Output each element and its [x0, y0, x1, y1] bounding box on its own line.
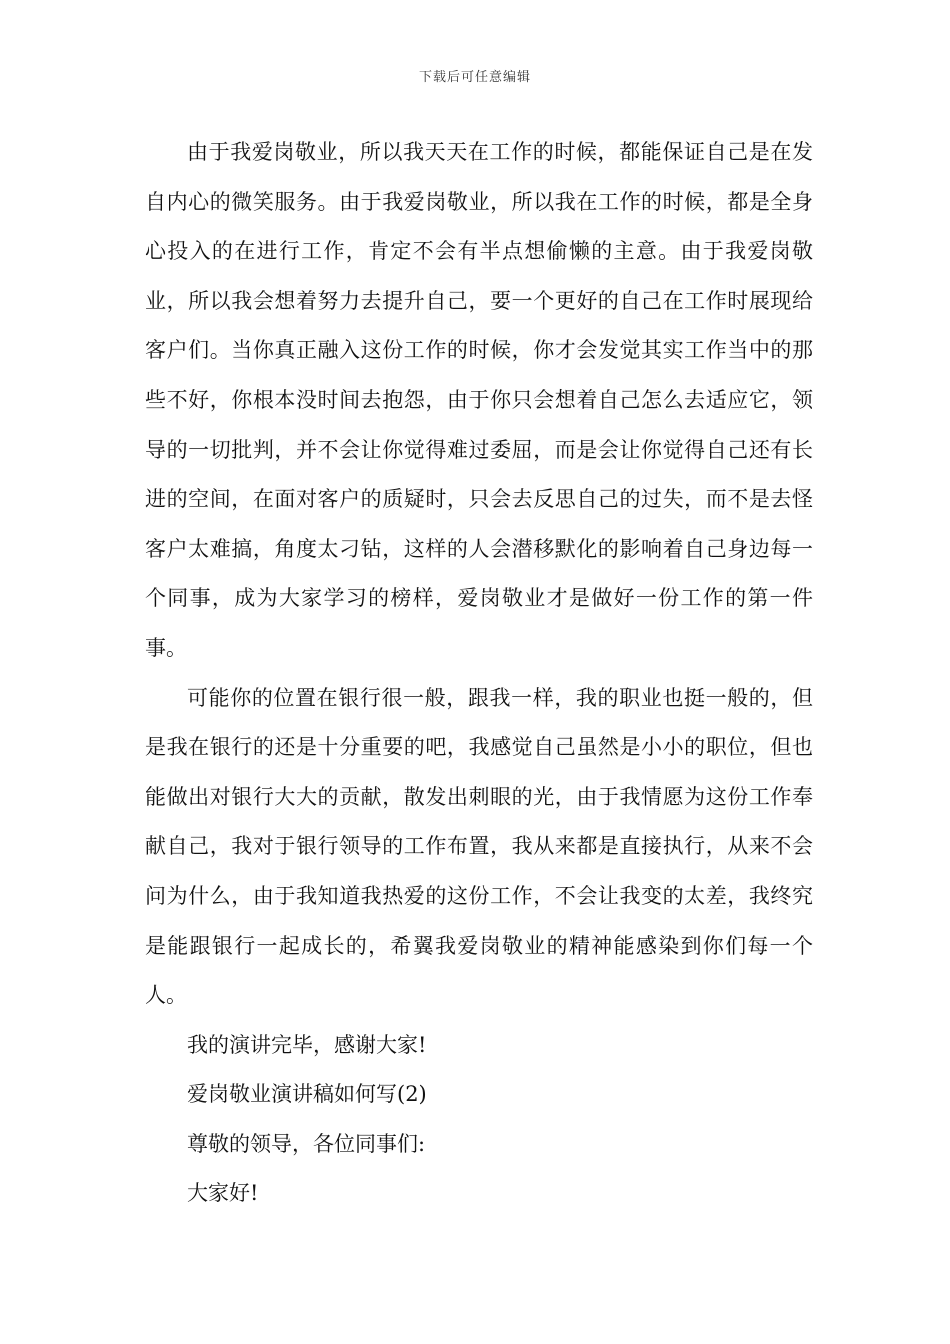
section-title: 爱岗敬业演讲稿如何写(2)	[187, 1082, 427, 1107]
salutation: 尊敬的领导，各位同事们:	[187, 1131, 426, 1156]
greeting: 大家好!	[187, 1181, 259, 1206]
paragraph-bank-position: 可能你的位置在银行很一般，跟我一样，我的职业也挺一般的，但是我在银行的还是十分重要的吧，我感觉自己虽然是小小的职位，但也能做出对银行大大的贡献，散发出刺眼的光，由于我情愿为这份工作奉献自己，我对于银行领导的工作布置，我从来都是直接执行，从来不会问为什么，由于我知道我热爱的这份工作，不会让我变的太差，我终究是能跟银行一起成长的，希翼我爱岗敬业的精神能感染到你们每一个人。	[145, 685, 813, 1008]
paragraph-dedication: 由于我爱岗敬业，所以我天天在工作的时候，都能保证自己是在发自内心的微笑服务。由于我爱岗敬业，所以我在工作的时候，都是全身心投入的在进行工作，肯定不会有半点想偷懒的主意。由于我爱岗敬业，所以我会想着努力去提升自己，要一个更好的自己在工作时展现给客户们。当你真正融入这份工作的时候，你才会发觉其实工作当中的那些不好，你根本没时间去抱怨，由于你只会想着自己怎么去适应它，领导的一切批判，并不会让你觉得难过委屈，而是会让你觉得自己还有长进的空间，在面对客户的质疑时，只会去反思自己的过失，而不是去怪客户太难搞，角度太刁钻，这样的人会潜移默化的影响着自己身边每一个同事，成为大家学习的榜样，爱岗敬业才是做好一份工作的第一件事。	[145, 140, 813, 660]
page-header-note: 下载后可任意编辑	[418, 70, 531, 85]
document-body	[145, 128, 813, 1219]
paragraph-closing: 我的演讲完毕，感谢大家!	[187, 1032, 427, 1057]
